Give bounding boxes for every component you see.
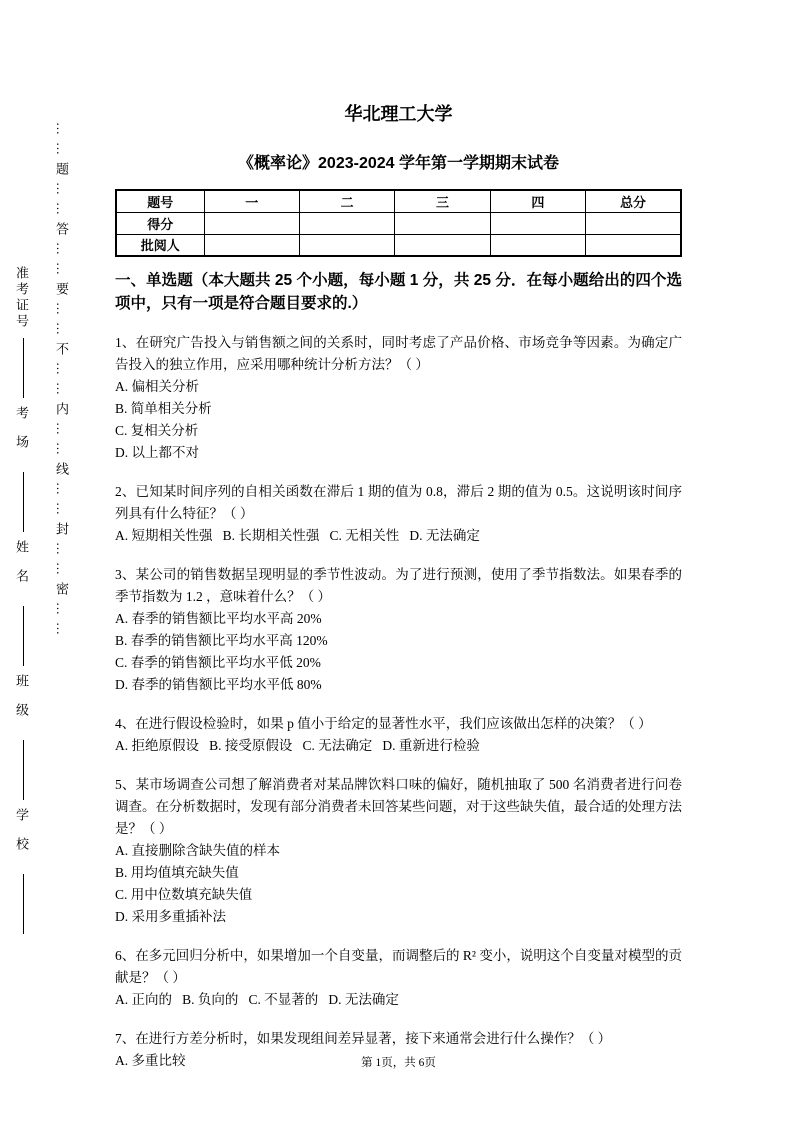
question-stem: 7、在进行方差分析时，如果发现组间差异显著，接下来通常会进行什么操作？（ ） [115,1031,612,1046]
score-table-cell [395,212,490,234]
question [115,713,682,757]
seal-fill-line [23,606,24,666]
score-table-header-cell: 题号 [116,190,204,212]
question-option: A. 偏相关分析 [115,379,199,394]
score-table-header-row [116,190,681,212]
question-option: C. 用中位数填充缺失值 [115,887,253,902]
question [115,774,682,928]
seal-fields [12,266,31,942]
score-table-cell [586,234,681,256]
score-table-header-cell: 总分 [586,190,681,212]
score-table-row-label: 得分 [116,212,204,234]
seal-area [0,0,110,1122]
seal-field-label: 姓名 [14,540,29,598]
seal-fill-line [23,338,24,398]
seal-fill-line [23,740,24,800]
question-options-inline: A. 正向的 B. 负向的 C. 不显著的 D. 无法确定 [115,992,399,1007]
score-table-header-cell: 一 [204,190,299,212]
question-option: C. 复相关分析 [115,423,199,438]
seal-field-label: 学校 [14,808,29,866]
question-option: C. 春季的销售额比平均水平低 20% [115,655,321,670]
question [115,332,682,464]
question-stem: 4、在进行假设检验时，如果 p 值小于给定的显著性水平，我们应该做出怎样的决策？（ ） [115,716,652,731]
question-option: A. 春季的销售额比平均水平高 20% [115,611,322,626]
score-table-row-label: 批阅人 [116,234,204,256]
questions [115,332,682,1072]
question-stem: 5、某市场调查公司想了解消费者对某品牌饮料口味的偏好，随机抽取了 500 名消费者进行问卷调查。在分析数据时，发现有部分消费者未回答某些问题，对于这些缺失值，最合适的处理方法是？（ ） [115,777,682,836]
page-footer: 第 1页，共 6页 [361,1057,436,1069]
score-table-cell [204,212,299,234]
seal-fill-line [23,472,24,532]
question [115,481,682,547]
question-option: D. 采用多重插补法 [115,909,226,924]
question-option: A. 直接删除含缺失值的样本 [115,843,280,858]
score-table-cell [204,234,299,256]
question-stem: 6、在多元回归分析中，如果增加一个自变量，而调整后的 R² 变小，说明这个自变量对模型的贡献是？（ ） [115,948,682,985]
exam-page-content [115,100,682,1072]
question-stem: 3、某公司的销售数据呈现明显的季节性波动。为了进行预测，使用了季节指数法。如果春季的季节指数为 1.2 ，意味着什么？（ ） [115,567,682,604]
question-options-inline: A. 短期相关性强 B. 长期相关性强 C. 无相关性 D. 无法确定 [115,528,480,543]
score-table-header-cell: 四 [490,190,585,212]
question-option: B. 春季的销售额比平均水平高 120% [115,633,328,648]
question [115,945,682,1011]
section-heading: 一、单选题（本大题共 25 个小题，每小题 1 分，共 25 分．在每小题给出的四个选项中，只有一项是符合题目要求的.） [115,272,682,312]
question-options-inline: A. 拒绝原假设 B. 接受原假设 C. 无法确定 D. 重新进行检验 [115,738,480,753]
seal-field-label: 准考证号 [14,266,29,330]
score-table-cell [299,234,394,256]
score-table-header-cell: 二 [299,190,394,212]
score-table [115,189,682,257]
seal-field-label: 考场 [14,406,29,464]
university-title: 华北理工大学 [344,104,453,124]
score-table-row [116,212,681,234]
score-table-cell [299,212,394,234]
score-table-cell [490,212,585,234]
score-table-header-cell: 三 [395,190,490,212]
question-option: D. 以上都不对 [115,445,199,460]
question-option: D. 春季的销售额比平均水平低 80% [115,677,322,692]
score-table-row [116,234,681,256]
seal-fill-line [23,874,24,934]
question-stem: 2、已知某时间序列的自相关函数在滞后 1 期的值为 0.8，滞后 2 期的值为 0.5。这说明该时间序列具有什么特征？（ ） [115,484,682,521]
seal-field-label: 班级 [14,674,29,732]
question [115,564,682,696]
question-option: A. 多重比较 [115,1053,186,1068]
score-table-cell [395,234,490,256]
exam-title: 《概率论》2023-2024 学年第一学期期末试卷 [238,155,559,172]
score-table-cell [586,212,681,234]
seal-line-text: ……题……答……要……不……内……线……封……密…… [54,122,69,642]
score-table-cell [490,234,585,256]
question-stem: 1、在研究广告投入与销售额之间的关系时，同时考虑了产品价格、市场竞争等因素。为确定广告投入的独立作用，应采用哪种统计分析方法？（ ） [115,335,682,372]
question-option: B. 简单相关分析 [115,401,212,416]
question-option: B. 用均值填充缺失值 [115,865,239,880]
